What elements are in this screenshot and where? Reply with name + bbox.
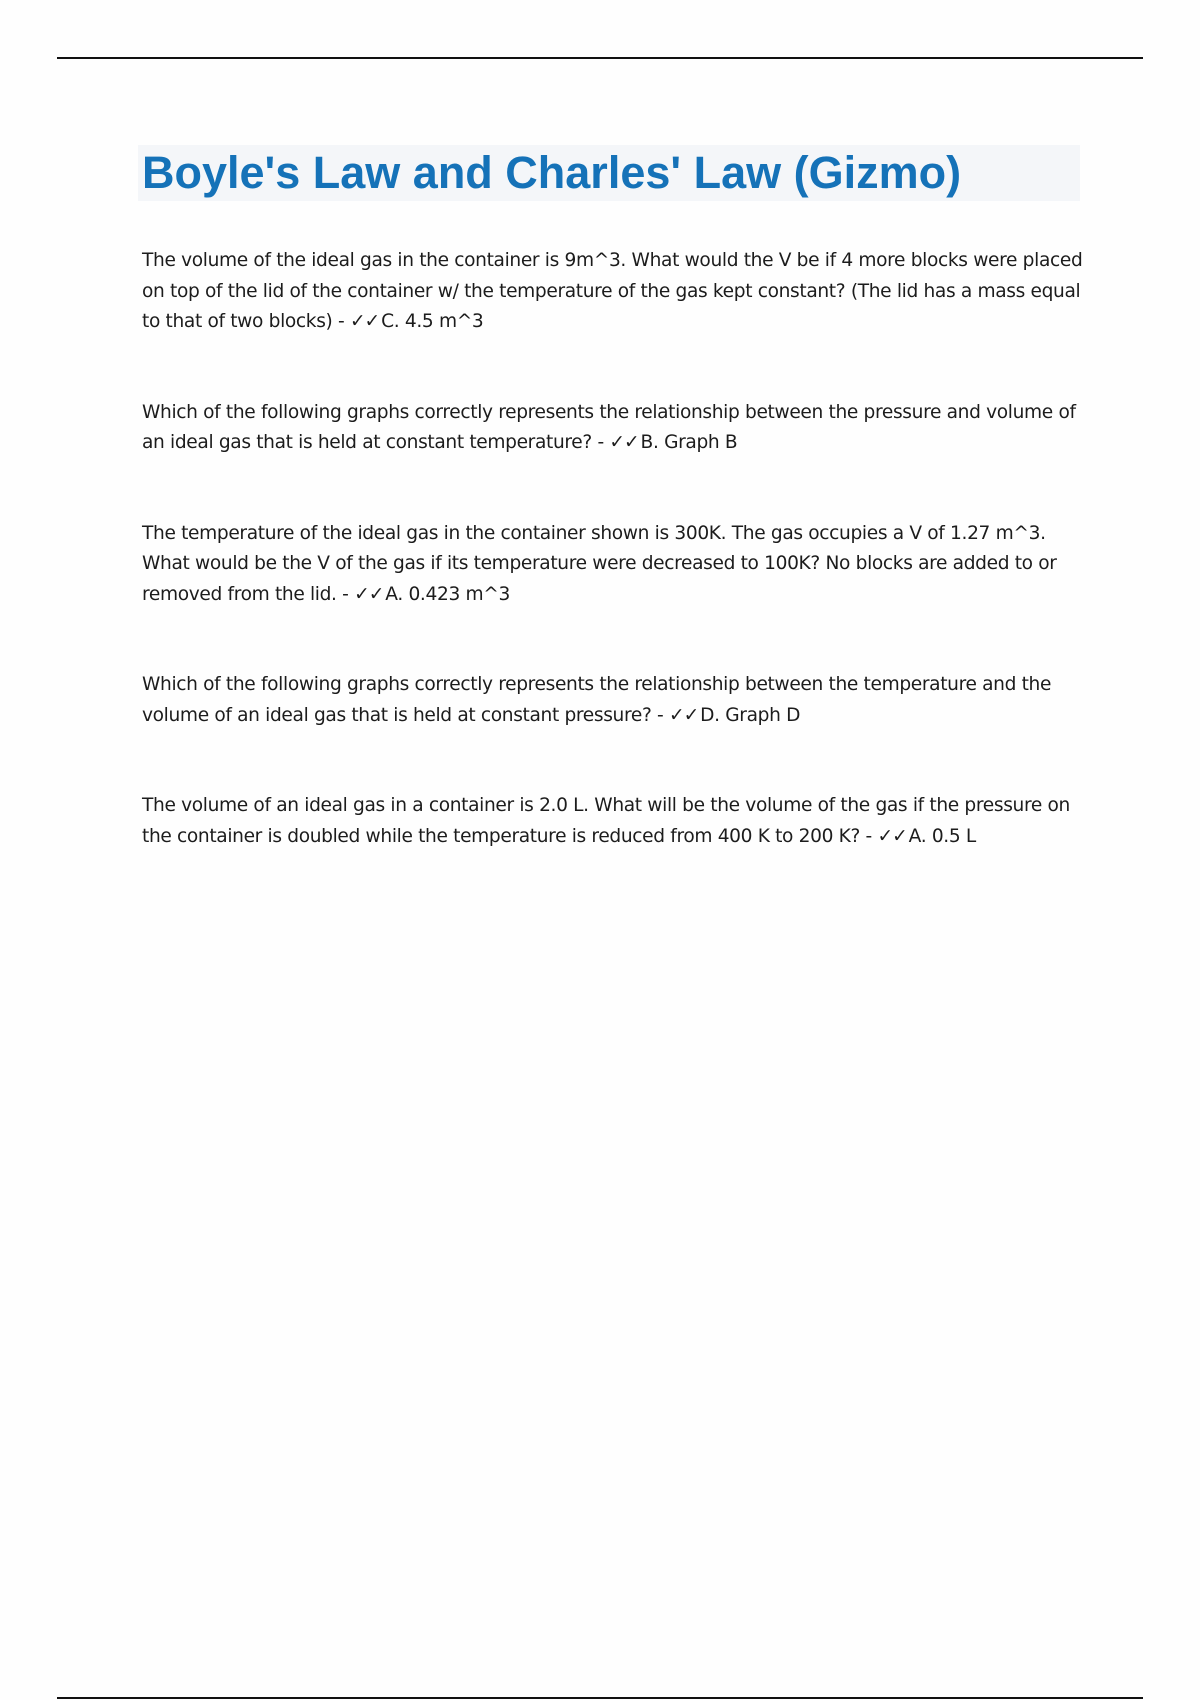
answer-text: A. 0.5 L bbox=[908, 825, 976, 847]
question-text: The volume of the ideal gas in the container is 9m^3. What would the V be if 4 more blocks were placed on top of the lid of the container w/ the temperature of the gas kept constant? (The lid has a mass equal to that of two blocks) bbox=[142, 250, 1083, 332]
double-check-icon: ✓✓ bbox=[349, 311, 380, 332]
separator: - bbox=[651, 704, 669, 726]
document-body bbox=[142, 145, 1092, 912]
double-check-icon: ✓✓ bbox=[877, 825, 907, 847]
question-text: Which of the following graphs correctly represents the relationship between the temperature and the volume of an ideal gas that is held at constant pressure? bbox=[142, 674, 1052, 726]
question-text: Which of the following graphs correctly represents the relationship between the pressure and volume of an ideal gas that is held at constant temperature? bbox=[142, 401, 1076, 453]
question-text: The volume of an ideal gas in a container is 2.0 L. What will be the volume of the gas if the pressure on the container is doubled while the temperature is reduced from 400 K to 200 K? bbox=[142, 795, 1070, 847]
separator: - bbox=[591, 432, 610, 453]
bottom-rule bbox=[57, 1697, 1143, 1699]
question-text: The temperature of the ideal gas in the container shown is 300K. The gas occupies a V of 1.27 m^3. What would be the V of the gas if its temperature were decreased to 100K? No blocks are added to or removed from the lid. bbox=[142, 522, 1057, 605]
answer-text: B. Graph B bbox=[640, 432, 738, 453]
qa-item-3 bbox=[142, 519, 1092, 611]
top-rule bbox=[57, 57, 1143, 59]
answer-text: A. 0.423 m^3 bbox=[385, 583, 510, 605]
qa-item-5 bbox=[142, 791, 1092, 852]
title-band bbox=[138, 145, 1080, 201]
qa-item-1 bbox=[142, 246, 1092, 338]
separator: - bbox=[332, 311, 350, 332]
answer-text: D. Graph D bbox=[700, 704, 801, 726]
qa-item-4 bbox=[142, 670, 1092, 731]
double-check-icon: ✓✓ bbox=[354, 583, 384, 605]
qa-item-2 bbox=[142, 398, 1092, 459]
answer-text: C. 4.5 m^3 bbox=[381, 311, 484, 332]
separator: - bbox=[336, 583, 355, 605]
qa-list bbox=[142, 246, 1092, 852]
document-title: Boyle's Law and Charles' Law (Gizmo) bbox=[142, 147, 962, 198]
double-check-icon: ✓✓ bbox=[668, 704, 699, 726]
separator: - bbox=[860, 825, 878, 847]
double-check-icon: ✓✓ bbox=[609, 432, 639, 453]
